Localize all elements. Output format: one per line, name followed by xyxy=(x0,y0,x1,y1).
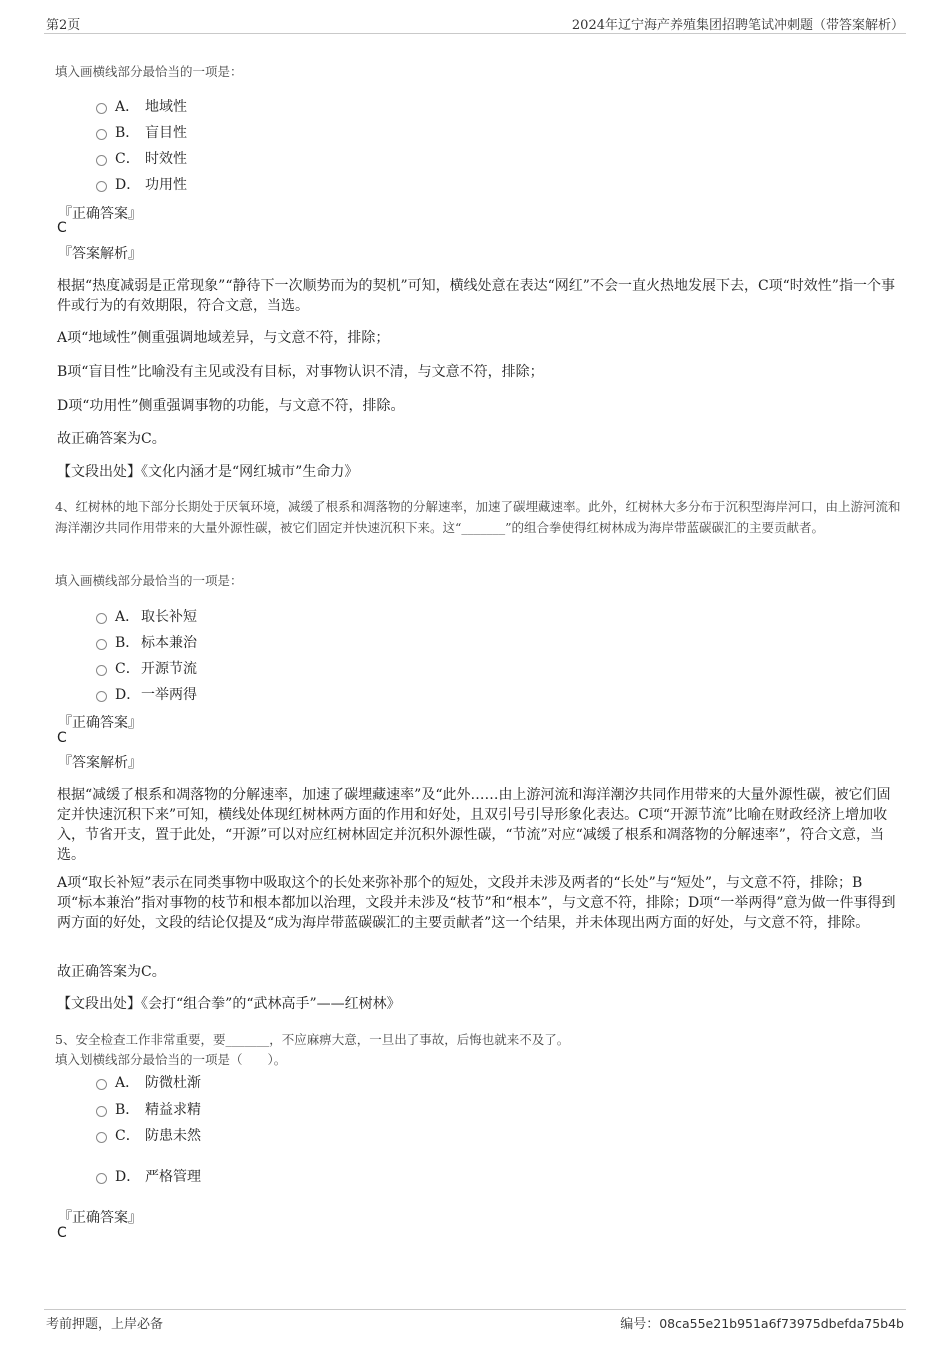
q3-source: 【文段出处】《文化内涵才是“网红城市”生命力》 xyxy=(57,464,359,480)
q4-option-b[interactable]: B． 标本兼治 xyxy=(96,632,197,652)
radio-icon[interactable] xyxy=(96,129,107,140)
q3-analysis-b: B项“盲目性”比喻没有主见或没有目标，对事物认识不清，与文意不符，排除； xyxy=(57,364,544,380)
radio-icon[interactable] xyxy=(96,665,107,676)
q3-analysis-d: D项“功用性”侧重强调事物的功能，与文意不符，排除。 xyxy=(57,398,405,414)
q5-answer-label: 『正确答案』 xyxy=(58,1210,142,1226)
q4-prompt: 填入画横线部分最恰当的一项是： xyxy=(55,573,243,588)
q4-option-d[interactable]: D． 一举两得 xyxy=(96,684,197,704)
q4-option-a[interactable]: A． 取长补短 xyxy=(96,606,197,626)
q5-option-c[interactable]: C． 防患未然 xyxy=(96,1125,201,1145)
q3-conclusion: 故正确答案为C。 xyxy=(57,431,166,447)
q5-option-a[interactable]: A． 防微杜渐 xyxy=(96,1072,201,1092)
q3-analysis-main: 根据“热度减弱是正常现象”“静待下一次顺势而为的契机”可知，横线处意在表达“网红”不会一直火热地发展下去，C项“时效性”指一个事件或行为的有效期限，符合文意，当选。 xyxy=(57,278,895,314)
footer-code xyxy=(620,1313,904,1332)
q3-analysis-label: 『答案解析』 xyxy=(58,246,142,262)
radio-icon[interactable] xyxy=(96,155,107,166)
q4-source: 【文段出处】《会打“组合拳”的“武林高手”——红树林》 xyxy=(57,996,401,1012)
radio-icon[interactable] xyxy=(96,613,107,624)
radio-icon[interactable] xyxy=(96,691,107,702)
radio-icon[interactable] xyxy=(96,1173,107,1184)
q5-prompt: 填入划横线部分最恰当的一项是（ ）。 xyxy=(55,1052,287,1067)
q5-stem: 5、安全检查工作非常重要，要_______，不应麻痹大意，一旦出了事故，后悔也就来不及了。 xyxy=(55,1032,570,1047)
q3-option-a[interactable]: A． 地域性 xyxy=(96,96,187,116)
footer-code-value: 08ca55e21b951a6f73975dbefda75b4b xyxy=(659,1316,904,1331)
q5-option-b[interactable]: B． 精益求精 xyxy=(96,1099,201,1119)
q3-option-c[interactable]: C． 时效性 xyxy=(96,148,187,168)
q3-option-d[interactable]: D． 功用性 xyxy=(96,174,187,194)
page-number: 第2页 xyxy=(46,18,81,33)
q3-prompt: 填入画横线部分最恰当的一项是： xyxy=(55,64,243,79)
q5-answer: C xyxy=(57,1225,67,1241)
q3-option-b[interactable]: B． 盲目性 xyxy=(96,122,187,142)
q3-answer: C xyxy=(57,220,67,236)
q4-stem: 4、红树林的地下部分长期处于厌氧环境，减缓了根系和凋落物的分解速率，加速了碳埋藏速率。此外，红树林大多分布于沉积型海岸河口，由上游河流和海洋潮汐共同作用带来的大量外源性碳，被它们固定并快速沉积下来。这“_______”的组合拳使得红树林成为海岸带蓝碳碳汇的主要贡献者。 xyxy=(55,499,901,535)
q4-answer: C xyxy=(57,730,67,746)
q4-analysis-options: A项“取长补短”表示在同类事物中吸取这个的长处来弥补那个的短处，文段并未涉及两者的“长处”与“短处”，与文意不符，排除；B项“标本兼治”指对事物的枝节和根本都加以治理，文段并未涉及“枝节”和“根本”，与文意不符，排除；D项“一举两得”意为做一件事得到两方面的好处，文段的结论仅提及“成为海岸带蓝碳碳汇的主要贡献者”这一个结果，并未体现出两方面的好处，与文意不符，排除。 xyxy=(57,875,896,931)
q3-analysis-a: A项“地域性”侧重强调地域差异，与文意不符，排除； xyxy=(57,330,390,346)
q4-analysis-main: 根据“减缓了根系和凋落物的分解速率，加速了碳埋藏速率”及“此外……由上游河流和海洋潮汐共同作用带来的大量外源性碳，被它们固定并快速沉积下来”可知，横线处体现红树林两方面的作用和好处，且双引号引导形象化表达。C项“开源节流”比喻在财政经济上增加收入，节省开支，置于此处，“开源”可以对应红树林固定并沉积外源性碳，“节流”对应“减缓了根系和凋落物的分解速率”，符合文意，当选。 xyxy=(57,787,891,863)
q4-option-c[interactable]: C． 开源节流 xyxy=(96,658,197,678)
radio-icon[interactable] xyxy=(96,1079,107,1090)
header-rule xyxy=(44,33,906,34)
q4-conclusion: 故正确答案为C。 xyxy=(57,964,166,980)
q3-answer-label: 『正确答案』 xyxy=(58,206,142,222)
footer-slogan: 考前押题，上岸必备 xyxy=(46,1317,164,1332)
radio-icon[interactable] xyxy=(96,1106,107,1117)
radio-icon[interactable] xyxy=(96,1132,107,1143)
q5-option-d[interactable]: D． 严格管理 xyxy=(96,1166,201,1186)
footer-code-label: 编号： xyxy=(620,1317,660,1332)
radio-icon[interactable] xyxy=(96,639,107,650)
q4-analysis-label: 『答案解析』 xyxy=(58,755,142,771)
q4-answer-label: 『正确答案』 xyxy=(58,715,142,731)
radio-icon[interactable] xyxy=(96,103,107,114)
radio-icon[interactable] xyxy=(96,181,107,192)
document-title: 2024年辽宁海产养殖集团招聘笔试冲刺题（带答案解析） xyxy=(571,18,904,33)
footer-rule xyxy=(44,1309,906,1310)
